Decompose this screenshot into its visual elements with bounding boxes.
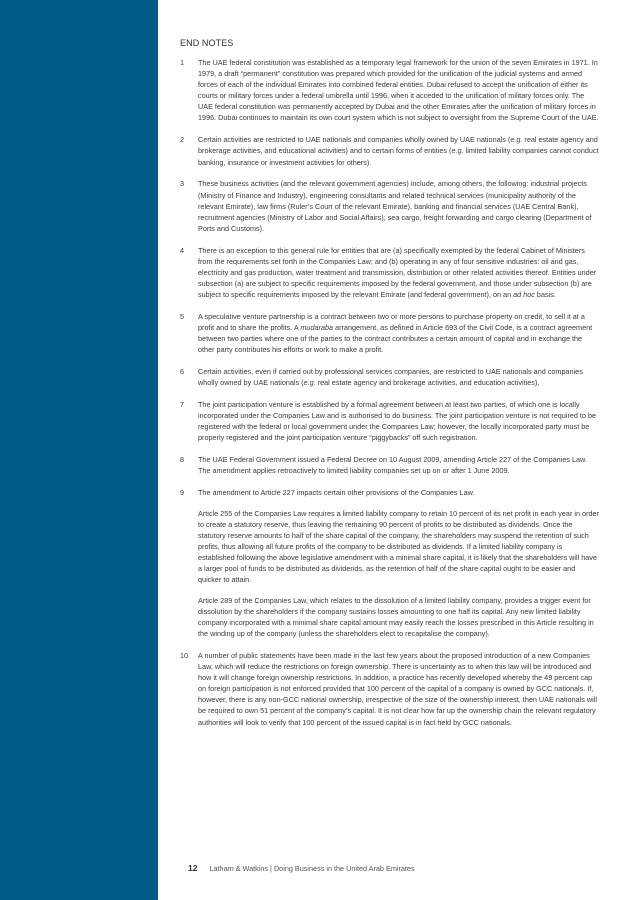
page-footer <box>188 863 415 873</box>
footer-text: Latham & Watkins | Doing Business in the United Arab Emirates <box>209 864 415 873</box>
note-text: There is an exception to this general rule for entities that are (a) specifically exempted by the federal Cabinet of Ministers from the requirements set forth in the Companies Law; and (b) operating in any of four sensitive industries: oil and gas, electricity and gas production, water treatment and transmission, distribution or other related activities thereof. Entities under subsection (a) are subject to specific requirements imposed by the federal government, and those under subsection (b) are subject to specific requirements imposed by the relevant Emirate (and federal government), on an ad hoc basis. <box>198 245 597 300</box>
note-text: The joint participation venture is established by a formal agreement between at least two parties, of which one is locally incorporated under the Companies Law and is authorised to do business. The joint participation venture is not required to be registered with the federal or local government under the Companies Law; however, the locally incorporated party must be properly registered and the joint participation venture “piggybacks” off such registration. <box>198 400 597 443</box>
note-number: 7 <box>180 400 185 410</box>
note-number: 3 <box>180 179 185 189</box>
end-note-9 <box>180 487 600 639</box>
end-note-4 <box>180 245 600 300</box>
left-sidebar-band <box>0 0 158 900</box>
note-paragraph: Article 289 of the Companies Law, which relates to the dissolution of a limited liability company, provides a trigger event for dissolution by the shareholders if the company sustains losses amounting to one half its capital. Any new limited liability company incorporated with a minimal share capital amount may easily reach the losses prescribed in this Article resulting in the winding up of the company (unless the shareholders elect to recapitalise the company). <box>198 595 594 639</box>
note-number: 10 <box>180 650 189 660</box>
note-number: 4 <box>180 245 185 255</box>
note-text: Certain activities are restricted to UAE nationals and companies wholly owned by UAE nationals (e.g. real estate agency and brokerage activities, and educational activities) and to certain forms of entities (e.g. limited liability companies cannot conduct banking, insurance or investment activities for others). <box>198 135 599 167</box>
end-note-7 <box>180 399 600 443</box>
note-text: The UAE Federal Government issued a Federal Decree on 10 August 2009, amending Article 227 of the Companies Law. The amendment applies retroactively to limited liability companies set up on or after 1 June 2009. <box>198 455 587 476</box>
note-text: Certain activities, even if carried out by professional services companies, are restricted to UAE nationals and companies wholly owned by UAE nationals (e.g. real estate agency and brokerage activities, and education activities). <box>198 367 583 388</box>
end-note-3 <box>180 178 600 233</box>
note-text: The UAE federal constitution was established as a temporary legal framework for the union of the seven Emirates in 1971. In 1979, a draft “permanent” constitution was prepared which provided for the unification of the judicial systems and armed forces of each of the individual Emirates into combined federal entities. Dubai refused to accept the unification of either its courts or military forces under a federal umbrella until 1996, when it acceded to the unification of military forces only. The UAE federal constitution was permanently accepted by Dubai and the other Emirates after the unification of military forces in 1996. Dubai continues to maintain its own court system which is not subject to oversight from the Supreme Court of the UAE. <box>198 58 599 123</box>
note-number: 1 <box>180 58 185 67</box>
note-paragraph: Article 255 of the Companies Law requires a limited liability company to retain 10 percent of its net profit in each year in order to create a statutory reserve, thus leaving the remaining 90 percent of profits to be distributed as dividends. Once the statutory reserve amounts to half of the share capital of the company, the shareholders may suspend the retention of such profits, thus allowing all future profits of the company to be distributed as dividends. If a limited liability company is established following the above legislative amendment with a minimal share capital, it is likely that the shareholders will have a larger pool of funds to be distributed as dividends, as the retention of half of the share capital ought to be easier and quicker to attain. <box>198 508 599 585</box>
note-paragraph: The amendment to Article 227 impacts certain other provisions of the Companies Law. <box>198 488 475 498</box>
end-note-10 <box>180 650 600 728</box>
note-number: 2 <box>180 135 185 145</box>
end-note-6 <box>180 366 600 388</box>
note-text: These business activities (and the relevant government agencies) include, among others, the following: industrial projects (Ministry of Finance and Industry), engineering consultants and related technical services (municipality authority of the relevant Emirate), law firms (Ruler’s Court of the relevant Emirate), banking and financial services (UAE Central Bank), recruitment agencies (Ministry of Labor and Social Affairs); sea cargo, freight forwarding and cargo clearing (Department of Ports and Customs). <box>198 179 592 233</box>
end-note-8 <box>180 454 600 476</box>
note-text: A speculative venture partnership is a contract between two or more persons to purchase property on credit, to sell it at a profit and to share the profits. A mudaraba arrangement, as defined in Article 693 of the Civil Code, is a contract agreement between two parties where one of the parties to the contract contributes a certain amount of capital and in exchange the other party contributes his efforts or work to make a profit. <box>198 311 593 355</box>
end-note-5 <box>180 311 600 355</box>
page-number: 12 <box>188 863 198 873</box>
end-notes-section <box>180 38 600 738</box>
end-note-2 <box>180 134 600 167</box>
end-note-1 <box>180 57 600 124</box>
note-text: A number of public statements have been made in the last few years about the proposed introduction of a new Companies Law, which will reduce the restrictions on foreign ownership. There is uncertainty as to when this law will be introduced and how it will change foreign ownership restrictions. In addition, a practice has recently developed whereby the 49 percent cap on foreign participation is not enforced provided that 100 percent of the capital of a company is owned by GCC nationals. If, however, there is any non-GCC national ownership, irrespective of the size of the ownership interest, then UAE nationals will be required to own 51 percent of the company’s capital. It is not clear how far up the ownership chain the relevant regulatory authorities will look to verify that 100 percent of the issued capital is in fact held by GCC nationals. <box>198 650 597 727</box>
page-heading: END NOTES <box>180 38 234 48</box>
note-number: 9 <box>180 488 185 498</box>
note-number: 6 <box>180 367 185 377</box>
note-number: 8 <box>180 455 185 465</box>
note-number: 5 <box>180 311 185 321</box>
